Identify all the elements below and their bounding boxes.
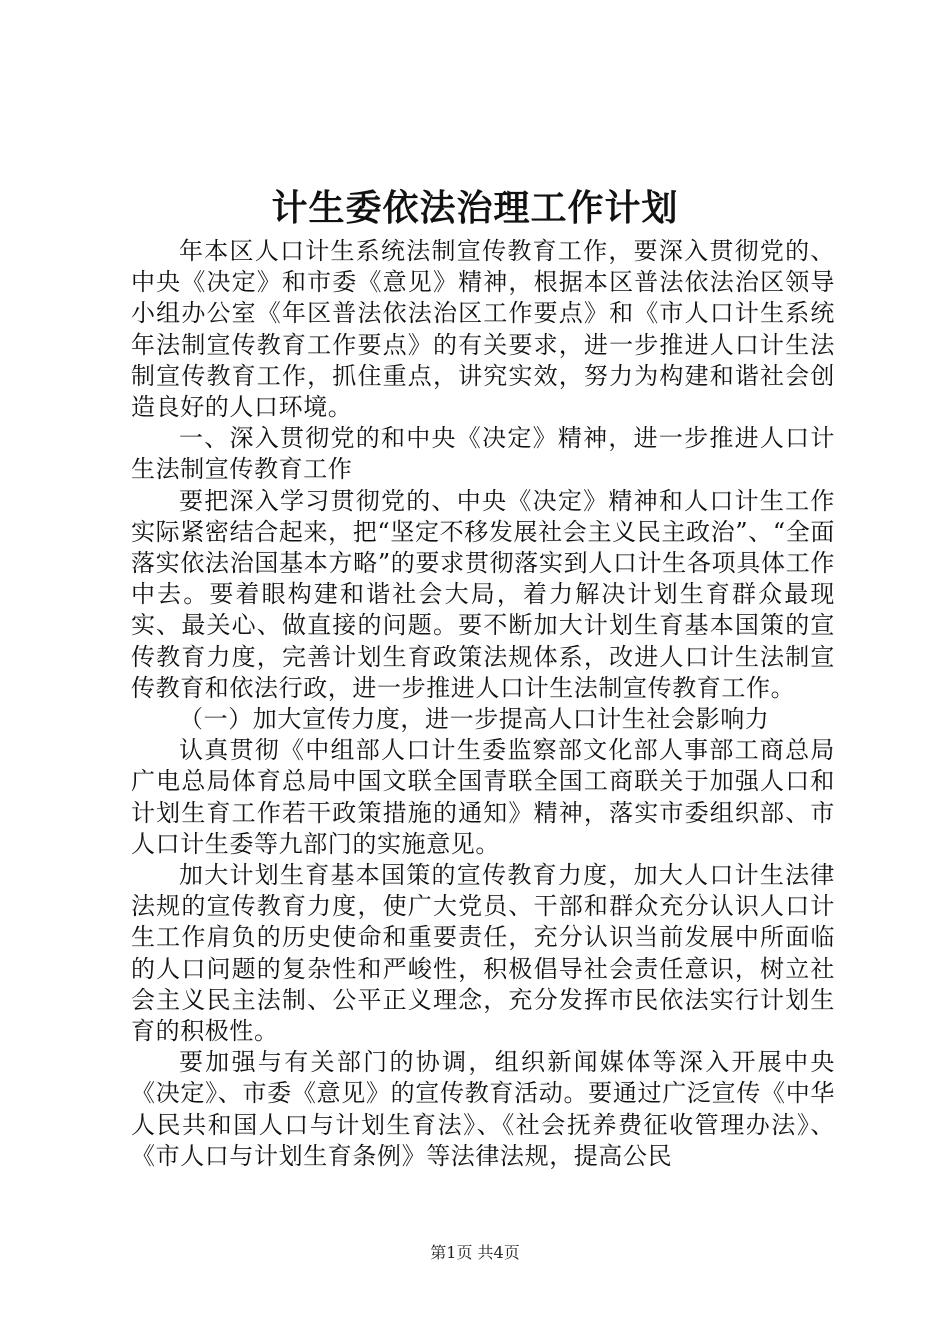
paragraph-section-1: 要把深入学习贯彻党的、中央《决定》精神和人口计生工作实际紧密结合起来，把“坚定不移发展社会主义民主政治”、“全面落实依法治国基本方略”的要求贯彻落实到人口计生各项具体工作中去。要着眼构建和谐社会大局，着力解决计划生育群众最现实、最关心、做直接的问题。要不断加大计划生育基本国策的宣传教育力度，完善计划生育政策法规体系，改进人口计生法制宣传教育和依法行政，进一步推进人口计生法制宣传教育工作。	[131, 486, 835, 702]
paragraph-intro: 年本区人口计生系统法制宣传教育工作，要深入贯彻党的、中央《决定》和市委《意见》精神，根据本区普法依法治区领导小组办公室《年区普法依法治区工作要点》和《市人口计生系统年法制宣传教育工作要点》的有关要求，进一步推进人口计生法制宣传教育工作，抓住重点，讲究实效，努力为构建和谐社会创造良好的人口环境。	[131, 237, 835, 422]
paragraph-subsection-1c: 要加强与有关部门的协调，组织新闻媒体等深入开展中央《决定》、市委《意见》的宣传教育活动。要通过广泛宣传《中华人民共和国人口与计划生育法》、《社会抚养费征收管理办法》、《市人口与计划生育条例》等法律法规，提高公民	[131, 1048, 835, 1170]
section-heading-1: 一、深入贯彻党的和中央《决定》精神，进一步推进人口计生法制宣传教育工作	[131, 424, 835, 484]
page-number: 第1页 共4页	[430, 1243, 520, 1262]
paragraph-subsection-1b: 加大计划生育基本国策的宣传教育力度，加大人口计生法律法规的宣传教育力度，使广大党员、干部和群众充分认识人口计生工作肩负的历史使命和重要责任，充分认识当前发展中所面临的人口问题的复杂性和严峻性，积极倡导社会责任意识，树立社会主义民主法制、公平正义理念，充分发挥市民依法实行计划生育的积极性。	[131, 861, 835, 1046]
document-body	[131, 236, 835, 1172]
subsection-heading-1: （一）加大宣传力度，进一步提高人口计生社会影响力	[179, 705, 770, 734]
document-title: 计生委依法治理工作计划	[271, 187, 679, 229]
paragraph-subsection-1a: 认真贯彻《中组部人口计生委监察部文化部人事部工商总局广电总局体育总局中国文联全国青联全国工商联关于加强人口和计划生育工作若干政策措施的通知》精神，落实市委组织部、市人口计生委等九部门的实施意见。	[131, 736, 835, 858]
